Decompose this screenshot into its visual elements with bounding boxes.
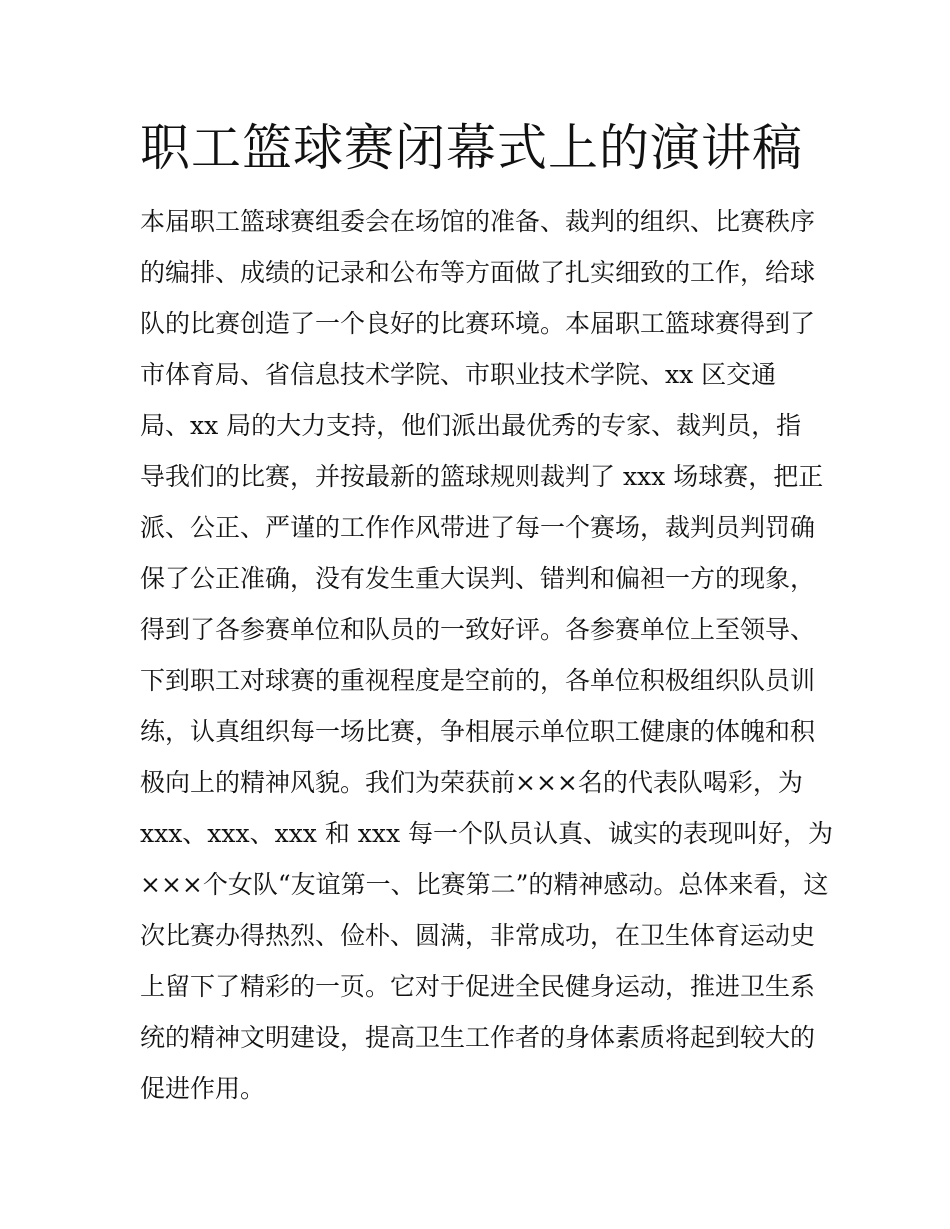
body-line-8: 保了公正准确，没有发生重大误判、错判和偏袒一方的现象，: [140, 564, 816, 593]
body-line-2: 的编排、成绩的记录和公布等方面做了扎实细致的工作，给球: [140, 258, 816, 287]
body-line-4: 市体育局、省信息技术学院、市职业技术学院、xx 区交通: [140, 360, 777, 389]
body-line-10: 下到职工对球赛的重视程度是空前的，各单位积极组织队员训: [140, 666, 816, 695]
body-line-16: 上留下了精彩的一页。它对于促进全民健身运动，推进卫生系: [140, 972, 816, 1001]
body-line-9: 得到了各参赛单位和队员的一致好评。各参赛单位上至领导、: [140, 615, 816, 644]
body-line-18: 促进作用。: [140, 1074, 266, 1103]
body-line-1: 本届职工篮球赛组委会在场馆的准备、裁判的组织、比赛秩序: [140, 207, 816, 236]
body-line-15: 次比赛办得热烈、俭朴、圆满，非常成功，在卫生体育运动史: [140, 921, 816, 950]
body-line-11: 练，认真组织每一场比赛，争相展示单位职工健康的体魄和积: [140, 717, 816, 746]
body-line-5: 局、xx 局的大力支持，他们派出最优秀的专家、裁判员，指: [140, 411, 802, 440]
body-line-7: 派、公正、严谨的工作作风带进了每一个赛场，裁判员判罚确: [140, 513, 816, 542]
body-line-12: 极向上的精神风貌。我们为荣获前×××名的代表队喝彩，为: [140, 768, 803, 797]
document-body: [140, 196, 834, 1114]
body-line-14: ×××个女队“友谊第一、比赛第二”的精神感动。总体来看，这: [140, 870, 829, 899]
body-line-6: 导我们的比赛，并按最新的篮球规则裁判了 xxx 场球赛，把正: [140, 462, 824, 491]
body-line-17: 统的精神文明建设，提高卫生工作者的身体素质将起到较大的: [140, 1023, 816, 1052]
body-line-13: xxx、xxx、xxx 和 xxx 每一个队员认真、诚实的表现叫好，为: [140, 819, 834, 848]
body-line-3: 队的比赛创造了一个良好的比赛环境。本届职工篮球赛得到了: [140, 309, 816, 338]
document-title: 职工篮球赛闭幕式上的演讲稿: [140, 119, 803, 177]
